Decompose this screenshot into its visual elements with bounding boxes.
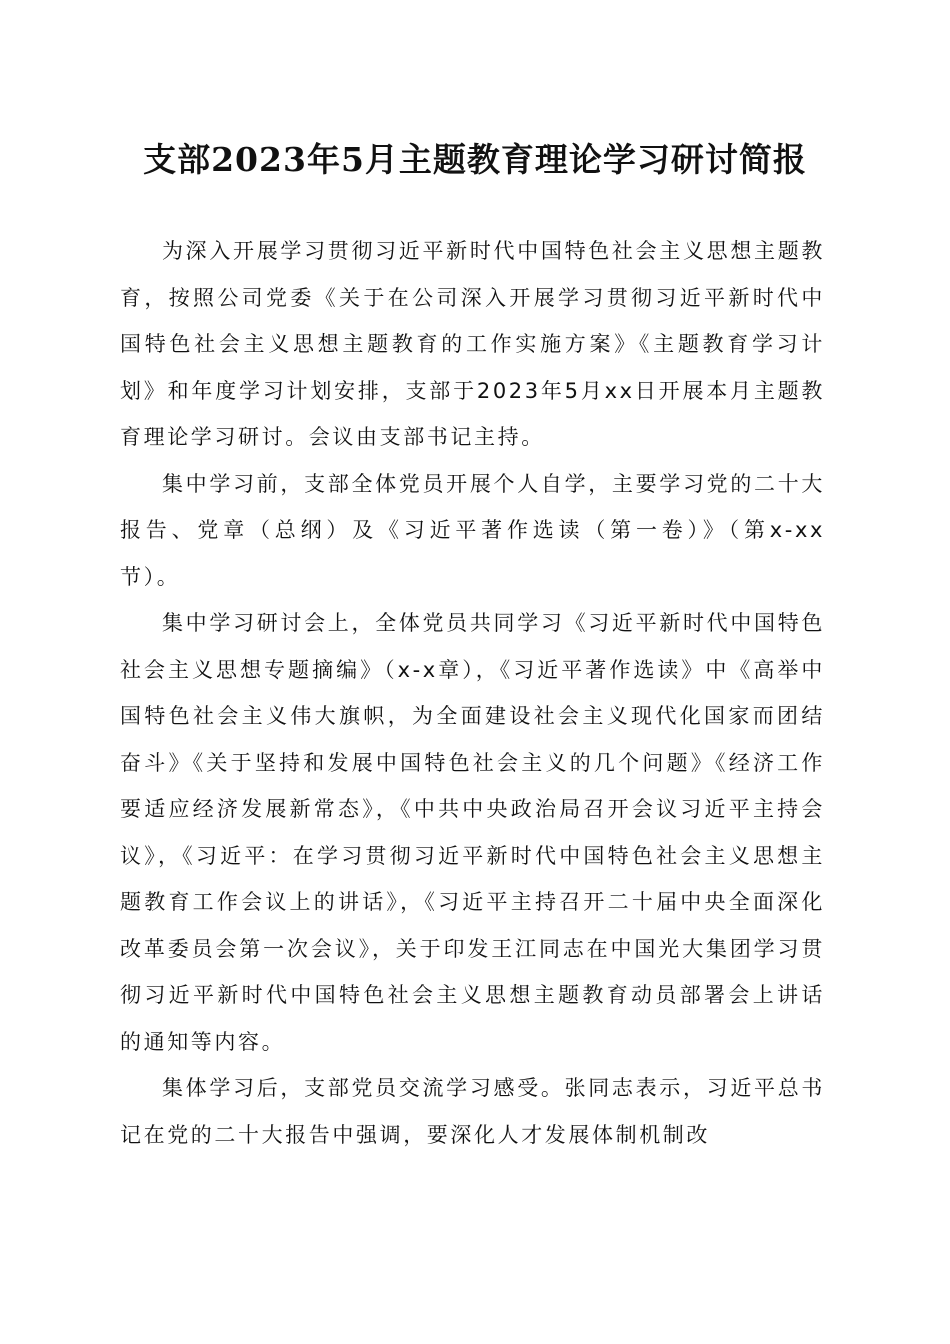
paragraph-exchange: 集体学习后，支部党员交流学习感受。张同志表示，习近平总书记在党的二十大报告中强调，要深化人才发展体制机制改: [120, 1076, 825, 1147]
paragraph-self-study: 集中学习前，支部全体党员开展个人自学，主要学习党的二十大报告、党章（总纲）及《习近平著作选读（第一卷）》（第x-xx节）。: [120, 471, 825, 589]
document-title: 支部2023年5月主题教育理论学习研讨简报: [143, 140, 807, 179]
document-body: [120, 228, 825, 1158]
paragraph-group-study: 集中学习研讨会上，全体党员共同学习《习近平新时代中国特色社会主义思想专题摘编》（x-x章），《习近平著作选读》中《高举中国特色社会主义伟大旗帜，为全面建设社会主义现代化国家而团结奋斗》《关于坚持和发展中国特色社会主义的几个问题》《经济工作要适应经济发展新常态》，《中共中央政治局召开会议习近平主持会议》，《习近平：在学习贯彻习近平新时代中国特色社会主义思想主题教育工作会议上的讲话》，《习近平主持召开二十届中央全面深化改革委员会第一次会议》，关于印发王江同志在中国光大集团学习贯彻习近平新时代中国特色社会主义思想主题教育动员部署会上讲话的通知等内容。: [120, 611, 825, 1054]
paragraph-intro: 为深入开展学习贯彻习近平新时代中国特色社会主义思想主题教育，按照公司党委《关于在公司深入开展学习贯彻习近平新时代中国特色社会主义思想主题教育的工作实施方案》《主题教育学习计划》和年度学习计划安排，支部于2023年5月xx日开展本月主题教育理论学习研讨。会议由支部书记主持。: [120, 239, 825, 449]
